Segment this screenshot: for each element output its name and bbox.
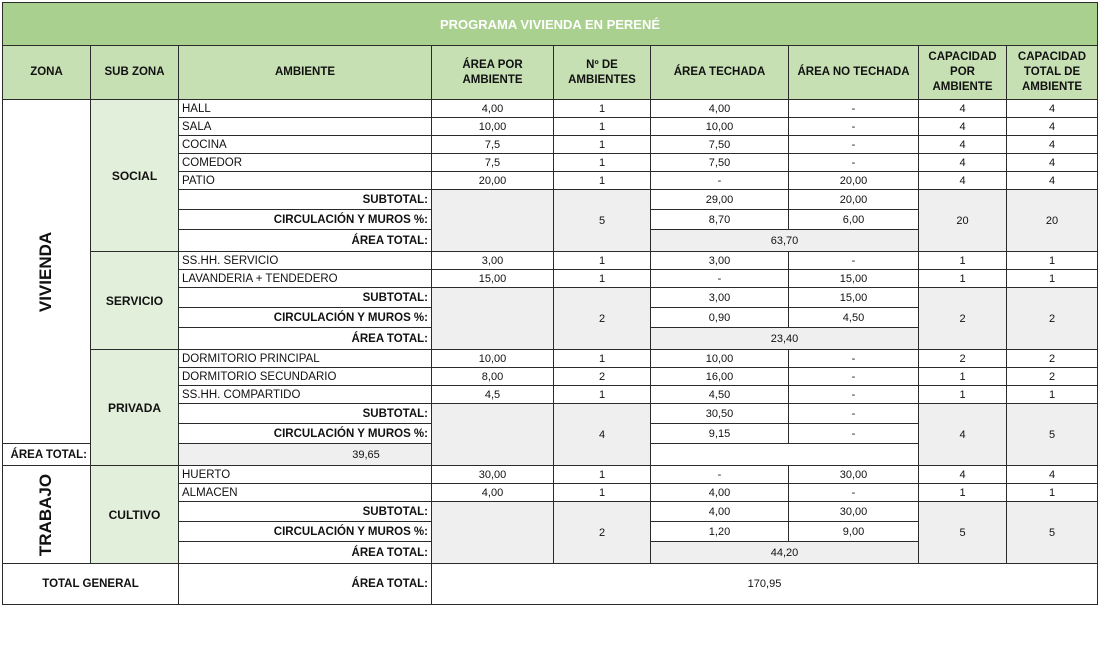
capacidad-total-cell: 4 bbox=[1007, 136, 1098, 154]
ambiente-cell: COCINA bbox=[179, 136, 432, 154]
area-no-techada-cell: - bbox=[789, 350, 919, 368]
num-ambientes-cell: 1 bbox=[554, 350, 651, 368]
circulacion-techada: 9,15 bbox=[651, 424, 789, 444]
area-techada-cell: 10,00 bbox=[651, 118, 789, 136]
area-techada-cell: 4,00 bbox=[651, 484, 789, 502]
area-por-ambiente-cell: 8,00 bbox=[432, 368, 554, 386]
capacidad-cell: 4 bbox=[919, 154, 1007, 172]
subtotal-label: SUBTOTAL: bbox=[179, 502, 432, 522]
area-por-ambiente-cell: 10,00 bbox=[432, 118, 554, 136]
area-por-ambiente-cell: 10,00 bbox=[432, 350, 554, 368]
sum-capacidad-total: 2 bbox=[1007, 288, 1098, 350]
area-no-techada-cell: - bbox=[789, 136, 919, 154]
subtotal-no-techada: 20,00 bbox=[789, 190, 919, 210]
header-num-ambientes: Nº DE AMBIENTES bbox=[554, 46, 651, 100]
capacidad-cell: 1 bbox=[919, 270, 1007, 288]
sum-capacidad-total: 5 bbox=[1007, 502, 1098, 564]
programa-table bbox=[2, 2, 1098, 605]
area-techada-cell: 7,50 bbox=[651, 136, 789, 154]
circulacion-techada: 8,70 bbox=[651, 210, 789, 230]
area-por-ambiente-cell: 7,5 bbox=[432, 136, 554, 154]
num-ambientes-cell: 1 bbox=[554, 100, 651, 118]
capacidad-cell: 4 bbox=[919, 118, 1007, 136]
zona-trabajo bbox=[3, 466, 91, 564]
capacidad-cell: 1 bbox=[919, 386, 1007, 404]
ambiente-cell: HUERTO bbox=[179, 466, 432, 484]
num-ambientes-cell: 1 bbox=[554, 270, 651, 288]
capacidad-cell: 2 bbox=[919, 350, 1007, 368]
num-ambientes-cell: 1 bbox=[554, 386, 651, 404]
capacidad-cell: 4 bbox=[919, 100, 1007, 118]
area-total-label: ÁREA TOTAL: bbox=[179, 542, 432, 564]
total-general-value: 170,95 bbox=[432, 564, 1098, 605]
blank-cell bbox=[432, 190, 554, 252]
table-row bbox=[3, 350, 1098, 368]
capacidad-total-cell: 4 bbox=[1007, 118, 1098, 136]
blank-cell bbox=[432, 288, 554, 350]
ambiente-cell: HALL bbox=[179, 100, 432, 118]
circulacion-label: CIRCULACIÓN Y MUROS %: bbox=[179, 424, 432, 444]
table-title: PROGRAMA VIVIENDA EN PERENÉ bbox=[3, 3, 1098, 46]
area-por-ambiente-cell: 20,00 bbox=[432, 172, 554, 190]
area-techada-cell: - bbox=[651, 172, 789, 190]
capacidad-cell: 4 bbox=[919, 466, 1007, 484]
area-no-techada-cell: 30,00 bbox=[789, 466, 919, 484]
sum-capacidad: 2 bbox=[919, 288, 1007, 350]
capacidad-cell: 4 bbox=[919, 136, 1007, 154]
area-total-value: 63,70 bbox=[651, 230, 919, 252]
area-total-value: 39,65 bbox=[179, 444, 554, 466]
sum-capacidad-total: 5 bbox=[1007, 404, 1098, 466]
zona-label: VIVIENDA bbox=[36, 231, 56, 312]
area-por-ambiente-cell: 4,00 bbox=[432, 484, 554, 502]
circulacion-label: CIRCULACIÓN Y MUROS %: bbox=[179, 308, 432, 328]
circulacion-techada: 1,20 bbox=[651, 522, 789, 542]
table-row bbox=[3, 466, 1098, 484]
sum-capacidad: 20 bbox=[919, 190, 1007, 252]
num-ambientes-cell: 1 bbox=[554, 466, 651, 484]
subtotal-no-techada: 30,00 bbox=[789, 502, 919, 522]
circulacion-no-techada: 6,00 bbox=[789, 210, 919, 230]
circulacion-label: CIRCULACIÓN Y MUROS %: bbox=[179, 210, 432, 230]
subzona-privada: PRIVADA bbox=[91, 350, 179, 466]
subtotal-techada: 4,00 bbox=[651, 502, 789, 522]
sum-num-ambientes: 4 bbox=[554, 404, 651, 466]
area-por-ambiente-cell: 15,00 bbox=[432, 270, 554, 288]
capacidad-cell: 1 bbox=[919, 368, 1007, 386]
header-subzona: SUB ZONA bbox=[91, 46, 179, 100]
subtotal-techada: 30,50 bbox=[651, 404, 789, 424]
capacidad-total-cell: 4 bbox=[1007, 100, 1098, 118]
header-area-no-techada: ÁREA NO TECHADA bbox=[789, 46, 919, 100]
sum-num-ambientes: 5 bbox=[554, 190, 651, 252]
header-zona: ZONA bbox=[3, 46, 91, 100]
capacidad-total-cell: 1 bbox=[1007, 270, 1098, 288]
num-ambientes-cell: 1 bbox=[554, 252, 651, 270]
sum-capacidad: 4 bbox=[919, 404, 1007, 466]
blank-cell bbox=[432, 502, 554, 564]
area-total-label: ÁREA TOTAL: bbox=[179, 328, 432, 350]
circulacion-label: CIRCULACIÓN Y MUROS %: bbox=[179, 522, 432, 542]
area-total-value: 44,20 bbox=[651, 542, 919, 564]
ambiente-cell: LAVANDERIA + TENDEDERO bbox=[179, 270, 432, 288]
header-ambiente: AMBIENTE bbox=[179, 46, 432, 100]
zona-label: TRABAJO bbox=[36, 473, 56, 556]
header-capacidad-por-ambiente: CAPACIDAD POR AMBIENTE bbox=[919, 46, 1007, 100]
area-no-techada-cell: - bbox=[789, 100, 919, 118]
capacidad-cell: 1 bbox=[919, 484, 1007, 502]
num-ambientes-cell: 2 bbox=[554, 368, 651, 386]
total-general-label: TOTAL GENERAL bbox=[3, 564, 179, 605]
capacidad-total-cell: 1 bbox=[1007, 484, 1098, 502]
header-capacidad-total: CAPACIDAD TOTAL DE AMBIENTE bbox=[1007, 46, 1098, 100]
area-techada-cell: 3,00 bbox=[651, 252, 789, 270]
area-por-ambiente-cell: 3,00 bbox=[432, 252, 554, 270]
circulacion-no-techada: - bbox=[789, 424, 919, 444]
capacidad-total-cell: 1 bbox=[1007, 386, 1098, 404]
area-no-techada-cell: - bbox=[789, 118, 919, 136]
header-area-por-ambiente: ÁREA POR AMBIENTE bbox=[432, 46, 554, 100]
table-row bbox=[3, 100, 1098, 118]
subtotal-label: SUBTOTAL: bbox=[179, 288, 432, 308]
capacidad-total-cell: 4 bbox=[1007, 154, 1098, 172]
ambiente-cell: PATIO bbox=[179, 172, 432, 190]
subzona-servicio: SERVICIO bbox=[91, 252, 179, 350]
circulacion-techada: 0,90 bbox=[651, 308, 789, 328]
ambiente-cell: DORMITORIO PRINCIPAL bbox=[179, 350, 432, 368]
area-techada-cell: 4,50 bbox=[651, 386, 789, 404]
capacidad-total-cell: 2 bbox=[1007, 350, 1098, 368]
ambiente-cell: COMEDOR bbox=[179, 154, 432, 172]
num-ambientes-cell: 1 bbox=[554, 154, 651, 172]
subtotal-no-techada: 15,00 bbox=[789, 288, 919, 308]
area-techada-cell: - bbox=[651, 270, 789, 288]
area-techada-cell: 7,50 bbox=[651, 154, 789, 172]
ambiente-cell: DORMITORIO SECUNDARIO bbox=[179, 368, 432, 386]
total-general-row bbox=[3, 564, 1098, 605]
capacidad-cell: 1 bbox=[919, 252, 1007, 270]
subtotal-no-techada: - bbox=[789, 404, 919, 424]
area-por-ambiente-cell: 4,5 bbox=[432, 386, 554, 404]
header-area-techada: ÁREA TECHADA bbox=[651, 46, 789, 100]
capacidad-cell: 4 bbox=[919, 172, 1007, 190]
area-no-techada-cell: 15,00 bbox=[789, 270, 919, 288]
num-ambientes-cell: 1 bbox=[554, 484, 651, 502]
sum-capacidad: 5 bbox=[919, 502, 1007, 564]
ambiente-cell: SALA bbox=[179, 118, 432, 136]
subtotal-techada: 29,00 bbox=[651, 190, 789, 210]
total-general-area-label: ÁREA TOTAL: bbox=[179, 564, 432, 605]
ambiente-cell: SS.HH. SERVICIO bbox=[179, 252, 432, 270]
sum-capacidad-total: 20 bbox=[1007, 190, 1098, 252]
area-techada-cell: 10,00 bbox=[651, 350, 789, 368]
area-no-techada-cell: - bbox=[789, 252, 919, 270]
capacidad-total-cell: 1 bbox=[1007, 252, 1098, 270]
ambiente-cell: ALMACEN bbox=[179, 484, 432, 502]
area-techada-cell: - bbox=[651, 466, 789, 484]
num-ambientes-cell: 1 bbox=[554, 118, 651, 136]
area-no-techada-cell: - bbox=[789, 368, 919, 386]
table-row bbox=[3, 252, 1098, 270]
subtotal-label: SUBTOTAL: bbox=[179, 404, 432, 424]
subtotal-techada: 3,00 bbox=[651, 288, 789, 308]
capacidad-total-cell: 2 bbox=[1007, 368, 1098, 386]
area-total-label: ÁREA TOTAL: bbox=[179, 230, 432, 252]
sum-num-ambientes: 2 bbox=[554, 288, 651, 350]
area-no-techada-cell: - bbox=[789, 154, 919, 172]
area-por-ambiente-cell: 4,00 bbox=[432, 100, 554, 118]
area-techada-cell: 4,00 bbox=[651, 100, 789, 118]
zona-vivienda bbox=[3, 100, 91, 444]
circulacion-no-techada: 9,00 bbox=[789, 522, 919, 542]
subzona-cultivo: CULTIVO bbox=[91, 466, 179, 564]
area-por-ambiente-cell: 7,5 bbox=[432, 154, 554, 172]
sum-num-ambientes: 2 bbox=[554, 502, 651, 564]
area-por-ambiente-cell: 30,00 bbox=[432, 466, 554, 484]
circulacion-no-techada: 4,50 bbox=[789, 308, 919, 328]
area-total-value: 23,40 bbox=[651, 328, 919, 350]
capacidad-total-cell: 4 bbox=[1007, 466, 1098, 484]
ambiente-cell: SS.HH. COMPARTIDO bbox=[179, 386, 432, 404]
area-total-label: ÁREA TOTAL: bbox=[3, 444, 91, 466]
subtotal-label: SUBTOTAL: bbox=[179, 190, 432, 210]
area-techada-cell: 16,00 bbox=[651, 368, 789, 386]
area-no-techada-cell: - bbox=[789, 386, 919, 404]
area-no-techada-cell: - bbox=[789, 484, 919, 502]
capacidad-total-cell: 4 bbox=[1007, 172, 1098, 190]
num-ambientes-cell: 1 bbox=[554, 136, 651, 154]
num-ambientes-cell: 1 bbox=[554, 172, 651, 190]
subzona-social: SOCIAL bbox=[91, 100, 179, 252]
area-no-techada-cell: 20,00 bbox=[789, 172, 919, 190]
